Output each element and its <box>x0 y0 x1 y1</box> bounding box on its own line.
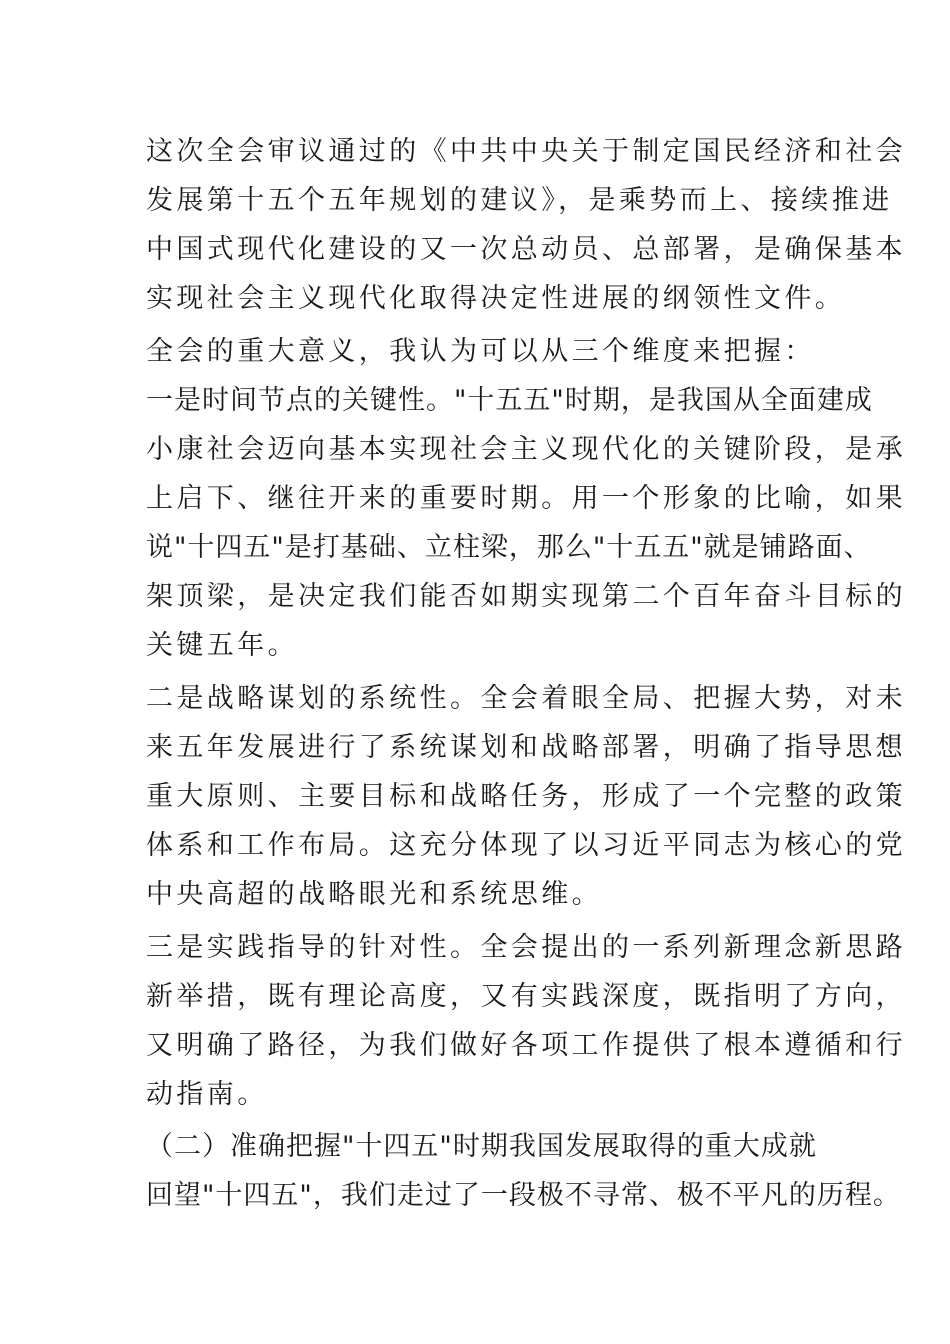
text-line-14: 重大原则、主要目标和战略任务，形成了一个完整的政策 <box>146 781 906 812</box>
text-line-19: 又明确了路径，为我们做好各项工作提供了根本遵循和行 <box>146 1030 906 1061</box>
text-line-13: 来五年发展进行了系统谋划和战略部署，明确了指导思想 <box>146 732 906 763</box>
text-line-5: 全会的重大意义，我认为可以从三个维度来把握： <box>146 336 815 367</box>
text-line-17: 三是实践指导的针对性。全会提出的一系列新理念新思路 <box>146 932 906 963</box>
text-line-4: 实现社会主义现代化取得决定性进展的纲领性文件。 <box>146 283 846 314</box>
text-line-3: 中国式现代化建设的又一次总动员、总部署，是确保基本 <box>146 234 906 265</box>
text-line-22: 回望"十四五"，我们走过了一段极不寻常、极不平凡的历程。 <box>146 1180 901 1211</box>
text-line-10: 架顶梁，是决定我们能否如期实现第二个百年奋斗目标的 <box>146 581 906 612</box>
text-line-18: 新举措，既有理论高度，又有实践深度，既指明了方向， <box>146 981 906 1012</box>
text-line-20: 动指南。 <box>146 1079 268 1110</box>
text-line-8: 上启下、继往开来的重要时期。用一个形象的比喻，如果 <box>146 483 906 514</box>
text-line-7: 小康社会迈向基本实现社会主义现代化的关键阶段，是承 <box>146 434 906 465</box>
text-line-16: 中央高超的战略眼光和系统思维。 <box>146 879 602 910</box>
text-line-2: 发展第十五个五年规划的建议》，是乘势而上、接续推进 <box>146 185 893 216</box>
text-line-15: 体系和工作布局。这充分体现了以习近平同志为核心的党 <box>146 830 906 861</box>
text-line-11: 关键五年。 <box>146 630 298 661</box>
text-line-12: 二是战略谋划的系统性。全会着眼全局、把握大势，对未 <box>146 683 906 714</box>
text-line-9: 说"十四五"是打基础、立柱梁，那么"十五五"就是铺路面、 <box>146 532 872 563</box>
text-line-1: 这次全会审议通过的《中共中央关于制定国民经济和社会 <box>146 136 906 167</box>
section-heading: （二）准确把握"十四五"时期我国发展取得的重大成就 <box>146 1131 817 1162</box>
text-line-6: 一是时间节点的关键性。"十五五"时期，是我国从全面建成 <box>146 385 873 416</box>
